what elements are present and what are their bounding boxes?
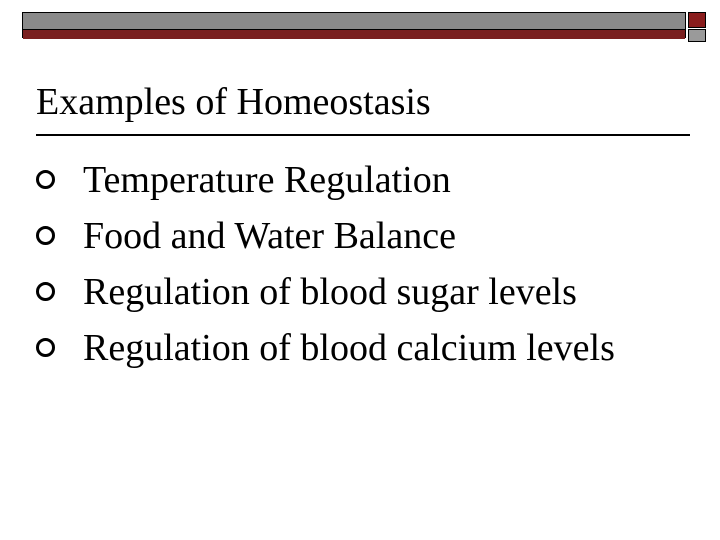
circle-bullet-icon bbox=[36, 282, 55, 301]
bullet-item bbox=[36, 152, 696, 208]
slide-title: Examples of Homeostasis bbox=[36, 81, 431, 123]
bullet-text: Food and Water Balance bbox=[83, 215, 456, 257]
bullet-list bbox=[36, 152, 696, 376]
bullet-item bbox=[36, 208, 696, 264]
bullet-item bbox=[36, 320, 643, 376]
corner-square-gray bbox=[688, 29, 706, 42]
title-underline bbox=[36, 134, 690, 136]
circle-bullet-icon bbox=[36, 170, 55, 189]
corner-square-red bbox=[688, 12, 706, 28]
bullet-item bbox=[36, 264, 696, 320]
bullet-text: Temperature Regulation bbox=[83, 159, 451, 201]
corner-decoration bbox=[688, 12, 706, 38]
bullet-text: Regulation of blood calcium levels bbox=[83, 327, 615, 369]
circle-bullet-icon bbox=[36, 226, 55, 245]
header-bar bbox=[22, 12, 686, 38]
bullet-text: Regulation of blood sugar levels bbox=[83, 271, 577, 313]
header-bar-stripe bbox=[23, 29, 685, 39]
circle-bullet-icon bbox=[36, 338, 55, 357]
